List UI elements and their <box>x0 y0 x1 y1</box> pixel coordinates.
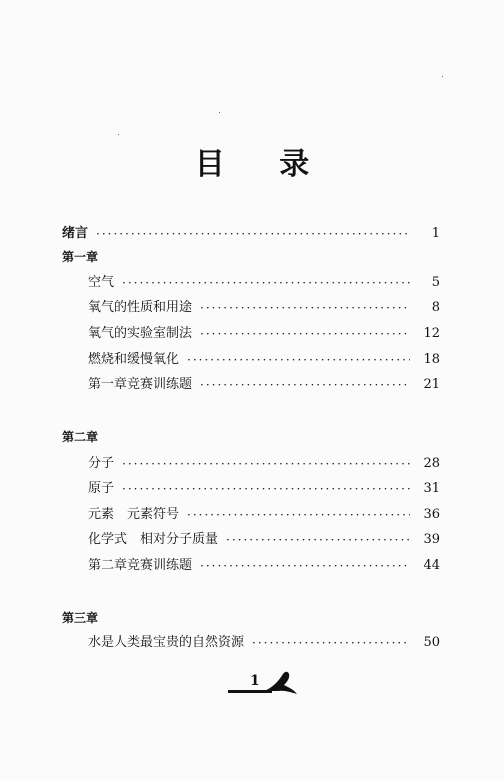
toc-entry-label: 化学式 相对分子质量 <box>88 532 219 547</box>
toc-entry[interactable] <box>88 633 440 653</box>
toc-leader-dots <box>252 633 410 653</box>
chapter-heading: 第一章 <box>62 250 99 264</box>
chapter-heading: 第三章 <box>62 611 99 625</box>
toc-entry[interactable] <box>88 556 440 576</box>
toc-leader-dots <box>200 556 410 576</box>
toc-entry-page: 12 <box>423 326 440 341</box>
toc-entry-label: 分子 <box>88 456 115 471</box>
toc-entry-page: 18 <box>423 352 440 367</box>
footer-swoosh-icon <box>262 670 298 696</box>
toc-entry[interactable] <box>88 479 440 499</box>
toc-entry-label: 氧气的性质和用途 <box>88 300 193 315</box>
toc-entry-page: 50 <box>423 635 440 650</box>
toc-leader-dots <box>200 375 410 395</box>
toc-entry-label: 第二章竞赛训练题 <box>88 558 193 573</box>
toc-entry-page: 36 <box>423 507 440 522</box>
toc-entry[interactable] <box>62 224 440 244</box>
toc-leader-dots <box>122 273 410 293</box>
toc-entry-label: 空气 <box>88 275 115 290</box>
toc-entry-label: 原子 <box>88 481 115 496</box>
chapter-heading: 第二章 <box>62 430 99 444</box>
toc-entry-page: 5 <box>431 275 440 290</box>
page-title: 目 录 <box>194 147 332 182</box>
footer-page-number: 1 <box>250 673 260 689</box>
toc-entry[interactable] <box>88 375 440 395</box>
toc-leader-dots <box>96 224 410 244</box>
toc-leader-dots <box>122 454 410 474</box>
toc-entry[interactable] <box>88 324 440 344</box>
toc-entry-page: 28 <box>423 456 440 471</box>
toc-leader-dots <box>226 530 410 550</box>
toc-leader-dots <box>200 324 410 344</box>
toc-entry-page: 21 <box>423 377 440 392</box>
toc-entry-label: 元素 元素符号 <box>88 507 180 522</box>
toc-leader-dots <box>187 505 410 525</box>
toc-entry[interactable] <box>88 530 440 550</box>
toc-entry-label: 绪言 <box>62 226 89 241</box>
toc-entry[interactable] <box>88 505 440 525</box>
page-footer <box>228 670 298 698</box>
toc-entry-label: 第一章竞赛训练题 <box>88 377 193 392</box>
toc-leader-dots <box>187 350 410 370</box>
toc-entry-page: 44 <box>423 558 440 573</box>
toc-entry-page: 39 <box>423 532 440 547</box>
toc-entry[interactable] <box>88 298 440 318</box>
toc-entry[interactable] <box>88 454 440 474</box>
toc-entry-page: 1 <box>431 226 440 241</box>
toc-entry-label: 氧气的实验室制法 <box>88 326 193 341</box>
toc-entry-label: 燃烧和缓慢氧化 <box>88 352 180 367</box>
toc-entry[interactable] <box>88 273 440 293</box>
toc-entry-page: 8 <box>431 300 440 315</box>
toc-leader-dots <box>200 298 410 318</box>
toc-leader-dots <box>122 479 410 499</box>
toc-entry-label: 水是人类最宝贵的自然资源 <box>88 635 245 650</box>
toc-entry-page: 31 <box>423 481 440 496</box>
toc-entry[interactable] <box>88 350 440 370</box>
